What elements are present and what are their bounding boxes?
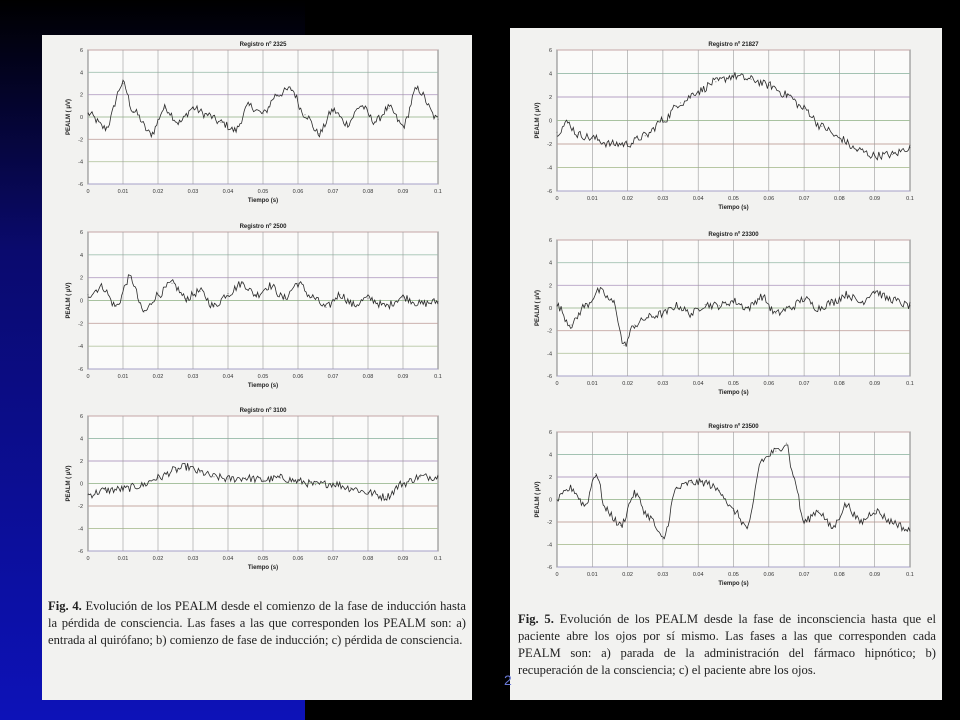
x-tick-label: 0.04 — [222, 374, 234, 380]
data-point — [353, 304, 354, 305]
x-tick-label: 0.08 — [834, 196, 845, 202]
data-point — [818, 510, 819, 511]
data-point — [220, 122, 221, 123]
y-tick-label: 2 — [79, 275, 83, 282]
data-point — [599, 290, 600, 291]
data-point — [804, 521, 805, 522]
data-point — [213, 476, 214, 477]
figure-5-caption — [518, 611, 936, 679]
data-point — [311, 296, 312, 297]
data-point — [304, 114, 305, 115]
x-tick-label: 0.02 — [152, 189, 164, 195]
data-point — [227, 293, 228, 294]
y-tick-label: -6 — [547, 565, 552, 571]
x-tick-label: 0.07 — [798, 572, 810, 578]
data-point — [122, 489, 123, 490]
data-point — [620, 525, 621, 526]
data-point — [804, 298, 805, 299]
data-point — [178, 122, 179, 123]
data-point — [892, 154, 893, 155]
y-axis-label: PEALM ( μV) — [535, 289, 541, 327]
data-point — [909, 305, 910, 306]
data-point — [856, 149, 857, 150]
data-point — [360, 105, 361, 106]
x-axis-label: Tiempo (s) — [247, 565, 279, 571]
data-point — [105, 128, 106, 129]
x-tick-label: 0.09 — [397, 374, 409, 380]
chart-title: Registro nº 2325 — [239, 42, 287, 48]
data-point — [157, 477, 158, 478]
data-point — [705, 482, 706, 483]
data-point — [297, 283, 298, 284]
data-point — [821, 126, 822, 127]
data-point — [245, 477, 246, 478]
data-point — [283, 298, 284, 299]
data-point — [645, 135, 646, 136]
x-tick-label: 0.08 — [362, 556, 374, 562]
data-point — [705, 304, 706, 305]
data-point — [416, 88, 417, 89]
data-point — [164, 107, 165, 108]
y-tick-label: 2 — [548, 283, 552, 290]
data-point — [846, 505, 847, 506]
x-tick-label: 0.05 — [728, 381, 739, 387]
chart-title: Registro nº 21827 — [708, 42, 759, 48]
x-tick-label: 0 — [86, 556, 90, 562]
data-point — [234, 130, 235, 131]
data-point — [909, 530, 910, 531]
data-point — [789, 307, 790, 308]
x-tick-label: 0.02 — [622, 381, 633, 387]
data-point — [832, 527, 833, 528]
x-tick-label: 0.07 — [327, 189, 339, 195]
y-tick-label: 6 — [79, 48, 83, 54]
x-axis-label: Tiempo (s) — [247, 383, 279, 389]
data-point — [133, 111, 134, 112]
data-point — [241, 283, 242, 284]
data-point — [634, 324, 635, 325]
stray-mark: 2 — [504, 672, 512, 688]
x-tick-label: 0.1 — [434, 374, 442, 380]
data-point — [567, 122, 568, 123]
y-tick-label: 4 — [548, 260, 552, 267]
y-tick-label: 2 — [548, 475, 552, 481]
data-point — [747, 307, 748, 308]
y-tick-label: -2 — [547, 142, 552, 148]
data-point — [255, 294, 256, 295]
data-point — [846, 294, 847, 295]
x-tick-label: 0.03 — [657, 572, 669, 578]
data-point — [367, 298, 368, 299]
data-point — [892, 521, 893, 522]
x-tick-label: 0.05 — [257, 374, 269, 380]
data-point — [315, 484, 316, 485]
data-point — [860, 302, 861, 303]
y-axis-label: PEALM ( μV) — [66, 282, 72, 319]
x-tick-label: 0.03 — [187, 556, 199, 562]
y-tick-label: 4 — [79, 436, 83, 443]
x-tick-label: 0.02 — [622, 572, 633, 578]
data-point — [437, 476, 438, 477]
x-tick-label: 0.04 — [692, 572, 704, 578]
data-point — [115, 306, 116, 307]
data-point — [733, 510, 734, 511]
data-point — [761, 460, 762, 461]
x-tick-label: 0.06 — [292, 189, 304, 195]
x-tick-label: 0.01 — [586, 572, 598, 578]
data-point — [874, 155, 875, 156]
data-point — [609, 143, 610, 144]
data-point — [775, 313, 776, 314]
x-tick-label: 0.09 — [397, 189, 409, 195]
chart-2 — [42, 214, 472, 401]
x-tick-label: 0.01 — [586, 381, 598, 387]
data-point — [786, 443, 787, 444]
figure-4-caption — [48, 598, 466, 649]
x-tick-label: 0.05 — [728, 572, 739, 578]
chart-title: Registro nº 23500 — [708, 424, 759, 430]
x-tick-label: 0.1 — [906, 572, 914, 578]
x-tick-label: 0.06 — [763, 381, 775, 387]
data-point — [374, 121, 375, 122]
data-point — [585, 305, 586, 306]
data-point — [804, 108, 805, 109]
figure-4-text: Evolución de los PEALM desde el comienzo de la fase de inducción hasta la pérdida de consciencia. Las fases a las que corresponden los PEALM son: a) entrada al quirófano; b) comienzo de fase de inducción; c) pérdida de consciencia. — [48, 599, 466, 647]
data-point — [87, 113, 88, 114]
data-point — [101, 286, 102, 287]
data-point — [578, 134, 579, 135]
data-point — [648, 316, 649, 317]
data-point — [874, 290, 875, 291]
y-tick-label: -4 — [547, 542, 552, 549]
y-tick-label: 2 — [548, 95, 552, 101]
y-tick-label: -6 — [547, 374, 552, 380]
data-point — [105, 490, 106, 491]
data-point — [634, 493, 635, 494]
data-point — [733, 75, 734, 76]
data-point — [140, 485, 141, 486]
y-tick-label: 0 — [548, 306, 552, 312]
data-point — [556, 499, 557, 500]
data-point — [367, 492, 368, 493]
data-point — [332, 483, 333, 484]
chart-title: Registro nº 2500 — [239, 224, 287, 230]
data-point — [691, 313, 692, 314]
x-tick-label: 0.07 — [798, 196, 810, 202]
y-tick-label: -4 — [547, 165, 552, 172]
data-point — [715, 81, 716, 82]
x-axis-label: Tiempo (s) — [718, 205, 749, 211]
y-tick-label: -2 — [547, 328, 552, 335]
data-point — [556, 132, 557, 133]
data-point — [122, 83, 123, 84]
x-axis-label: Tiempo (s) — [247, 198, 279, 204]
chart-5 — [510, 227, 942, 408]
chart-1 — [42, 35, 472, 216]
y-tick-label: -2 — [547, 520, 552, 526]
x-tick-label: 0.04 — [222, 556, 234, 562]
data-point — [350, 487, 351, 488]
data-point — [556, 305, 557, 306]
x-tick-label: 0.01 — [117, 374, 129, 380]
data-point — [262, 480, 263, 481]
data-point — [213, 306, 214, 307]
data-point — [420, 476, 421, 477]
x-tick-label: 0.08 — [362, 189, 374, 195]
data-point — [297, 481, 298, 482]
data-point — [199, 291, 200, 292]
data-point — [437, 119, 438, 120]
y-tick-label: -2 — [78, 504, 83, 510]
x-tick-label: 0.05 — [728, 196, 739, 202]
y-tick-label: 2 — [79, 459, 83, 465]
y-axis-label: PEALM ( μV) — [66, 465, 72, 502]
y-tick-label: 4 — [548, 71, 552, 78]
x-tick-label: 0.09 — [869, 381, 881, 387]
data-point — [606, 510, 607, 511]
data-point — [571, 488, 572, 489]
data-point — [719, 490, 720, 491]
x-tick-label: 0.07 — [327, 556, 339, 562]
data-point — [129, 277, 130, 278]
data-point — [402, 296, 403, 297]
x-tick-label: 0.09 — [869, 572, 881, 578]
data-point — [613, 302, 614, 303]
y-tick-label: 4 — [79, 252, 83, 259]
y-tick-label: 6 — [79, 414, 83, 420]
x-tick-label: 0.1 — [434, 556, 442, 562]
x-tick-label: 0.09 — [397, 556, 409, 562]
data-point — [768, 85, 769, 86]
data-point — [171, 283, 172, 284]
chart-6 — [510, 420, 942, 599]
data-point — [402, 483, 403, 484]
data-point — [747, 527, 748, 528]
data-point — [662, 313, 663, 314]
data-point — [385, 496, 386, 497]
x-tick-label: 0.05 — [257, 189, 269, 195]
data-point — [280, 477, 281, 478]
data-point — [832, 302, 833, 303]
x-tick-label: 0 — [555, 381, 559, 387]
data-point — [388, 107, 389, 108]
x-tick-label: 0.04 — [692, 381, 704, 387]
x-tick-label: 0 — [555, 572, 559, 578]
y-tick-label: -6 — [78, 182, 83, 188]
y-tick-label: 0 — [79, 298, 83, 305]
y-tick-label: 0 — [548, 118, 552, 125]
figure-5-text: Evolución de los PEALM desde la fase de inconsciencia hasta que el paciente abre los ojos por sí mismo. Las fases a las que corresponden cada PEALM son: a) parada de la administración del fármaco hipnótico; b) recuperación de la consciencia; c) el paciente abre los ojos. — [518, 612, 936, 677]
x-tick-label: 0.02 — [152, 374, 164, 380]
data-point — [87, 494, 88, 495]
y-tick-label: 2 — [79, 92, 83, 99]
x-tick-label: 0.03 — [657, 381, 669, 387]
x-tick-label: 0.01 — [586, 196, 598, 202]
data-point — [627, 143, 628, 144]
x-tick-label: 0.06 — [763, 196, 775, 202]
data-point — [325, 307, 326, 308]
x-tick-label: 0.08 — [834, 381, 845, 387]
y-tick-label: 4 — [79, 70, 83, 77]
x-axis-label: Tiempo (s) — [718, 581, 749, 587]
y-tick-label: -2 — [78, 137, 83, 144]
x-tick-label: 0.02 — [152, 556, 164, 562]
data-point — [676, 488, 677, 489]
y-tick-label: -6 — [78, 549, 83, 555]
x-tick-label: 0.07 — [327, 374, 339, 380]
x-tick-label: 0.1 — [434, 189, 442, 195]
data-point — [662, 538, 663, 539]
x-tick-label: 0.06 — [292, 374, 304, 380]
x-tick-label: 0.1 — [906, 381, 914, 387]
data-point — [318, 133, 319, 134]
y-tick-label: -4 — [78, 159, 83, 166]
y-tick-label: -6 — [547, 189, 552, 195]
x-tick-label: 0.04 — [692, 196, 704, 202]
x-tick-label: 0.01 — [117, 556, 129, 562]
data-point — [157, 294, 158, 295]
y-tick-label: 4 — [548, 452, 552, 459]
data-point — [874, 510, 875, 511]
x-tick-label: 0.06 — [763, 572, 775, 578]
data-point — [676, 305, 677, 306]
data-point — [719, 305, 720, 306]
y-tick-label: -2 — [78, 321, 83, 328]
x-tick-label: 0.03 — [657, 196, 669, 202]
data-point — [437, 301, 438, 302]
y-axis-label: PEALM ( μV) — [535, 102, 541, 139]
y-tick-label: 0 — [548, 497, 552, 504]
data-point — [87, 294, 88, 295]
x-tick-label: 0.05 — [257, 556, 269, 562]
data-point — [199, 472, 200, 473]
x-tick-label: 0.08 — [834, 572, 845, 578]
y-tick-label: 6 — [79, 230, 83, 236]
x-tick-label: 0 — [86, 374, 90, 380]
y-tick-label: 6 — [548, 238, 552, 244]
y-axis-label: PEALM ( μV) — [66, 98, 72, 136]
data-point — [346, 123, 347, 124]
data-point — [775, 451, 776, 452]
data-point — [698, 91, 699, 92]
data-point — [623, 345, 624, 346]
y-tick-label: 6 — [548, 48, 552, 54]
x-tick-label: 0.03 — [187, 189, 199, 195]
data-point — [332, 110, 333, 111]
data-point — [385, 306, 386, 307]
data-point — [185, 298, 186, 299]
data-point — [276, 94, 277, 95]
y-tick-label: -4 — [78, 344, 83, 351]
data-point — [818, 307, 819, 308]
chart-4 — [510, 38, 942, 223]
x-tick-label: 0.08 — [362, 374, 374, 380]
data-point — [595, 473, 596, 474]
chart-title: Registro nº 3100 — [239, 408, 287, 414]
y-tick-label: -6 — [78, 367, 83, 373]
data-point — [585, 505, 586, 506]
y-tick-label: 0 — [79, 115, 83, 121]
data-point — [786, 94, 787, 95]
data-point — [691, 482, 692, 483]
data-point — [571, 324, 572, 325]
x-tick-label: 0.02 — [622, 196, 633, 202]
chart-3 — [42, 400, 472, 583]
y-tick-label: 0 — [79, 481, 83, 488]
x-tick-label: 0.01 — [117, 189, 129, 195]
data-point — [175, 469, 176, 470]
data-point — [680, 102, 681, 103]
x-tick-label: 0.07 — [798, 381, 810, 387]
chart-title: Registro nº 23300 — [708, 232, 759, 238]
data-point — [402, 125, 403, 126]
y-tick-label: 6 — [548, 430, 552, 436]
data-point — [290, 88, 291, 89]
data-point — [839, 138, 840, 139]
data-point — [262, 113, 263, 114]
y-axis-label: PEALM ( μV) — [535, 481, 541, 518]
data-point — [793, 476, 794, 477]
data-point — [227, 478, 228, 479]
data-point — [909, 147, 910, 148]
data-point — [860, 521, 861, 522]
data-point — [248, 105, 249, 106]
x-tick-label: 0.03 — [187, 374, 199, 380]
figure-5-label: Fig. 5. — [518, 612, 554, 626]
data-point — [269, 285, 270, 286]
y-tick-label: -4 — [78, 526, 83, 533]
x-tick-label: 0.06 — [292, 556, 304, 562]
data-point — [662, 120, 663, 121]
x-tick-label: 0.1 — [906, 196, 914, 202]
x-tick-label: 0 — [86, 189, 90, 195]
data-point — [192, 107, 193, 108]
x-axis-label: Tiempo (s) — [718, 390, 749, 396]
x-tick-label: 0 — [555, 196, 559, 202]
data-point — [185, 466, 186, 467]
data-point — [143, 311, 144, 312]
figure-4-label: Fig. 4. — [48, 599, 82, 613]
data-point — [751, 79, 752, 80]
x-tick-label: 0.09 — [869, 196, 881, 202]
data-point — [420, 303, 421, 304]
data-point — [592, 138, 593, 139]
data-point — [150, 133, 151, 134]
data-point — [339, 294, 340, 295]
data-point — [761, 296, 762, 297]
data-point — [206, 114, 207, 115]
y-tick-label: -4 — [547, 351, 552, 358]
data-point — [888, 298, 889, 299]
data-point — [733, 301, 734, 302]
x-tick-label: 0.04 — [222, 189, 234, 195]
data-point — [648, 516, 649, 517]
